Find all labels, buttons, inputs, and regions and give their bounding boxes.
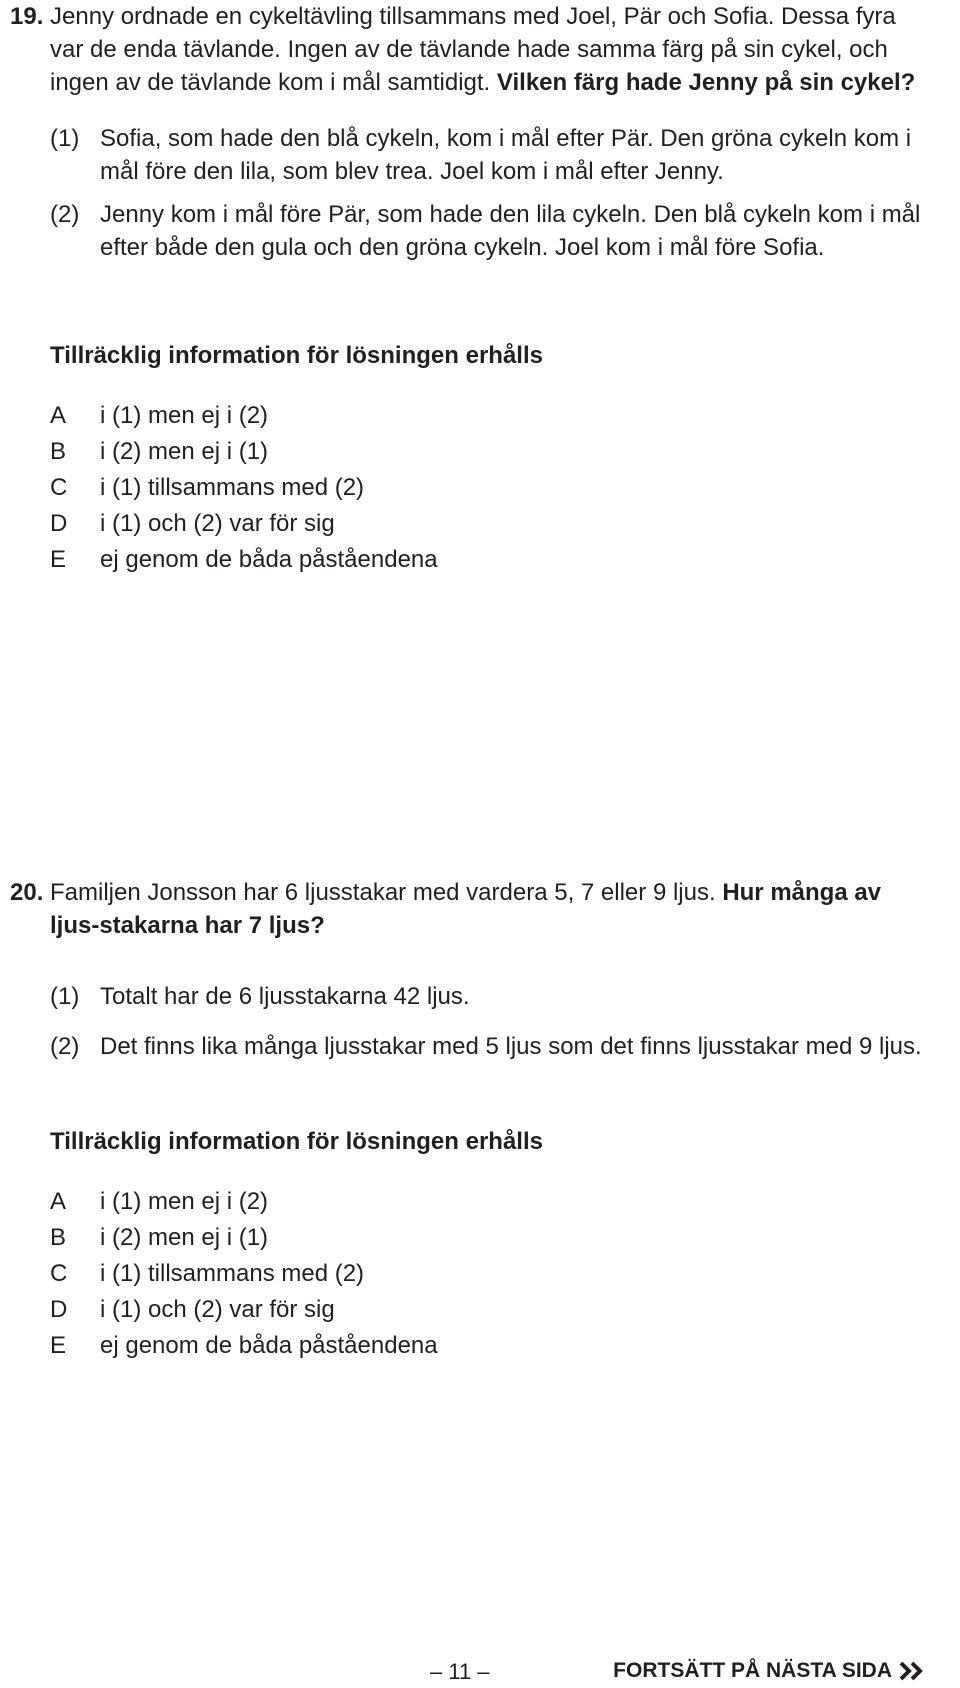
question-19-text bbox=[50, 0, 930, 99]
statement-text: Totalt har de 6 ljusstakarna 42 ljus. bbox=[100, 983, 470, 1010]
question-20-number: 20. bbox=[10, 879, 44, 906]
option-text: i (1) tillsammans med (2) bbox=[100, 474, 365, 501]
option-text: i (1) men ej i (2) bbox=[100, 402, 269, 429]
option-text: ej genom de båda påståendena bbox=[100, 546, 438, 573]
question-19-sufficiency-heading: Tillräcklig information för lösningen erhålls bbox=[50, 342, 543, 369]
option-letter: C bbox=[50, 1260, 68, 1287]
option-letter: B bbox=[50, 1224, 67, 1251]
option-text: i (1) tillsammans med (2) bbox=[100, 1260, 365, 1287]
option-letter: D bbox=[50, 1296, 68, 1323]
question-20-text-plain: Familjen Jonsson har 6 ljusstakar med vardera 5, 7 eller 9 ljus. bbox=[50, 879, 716, 906]
question-19-number: 19. bbox=[10, 3, 44, 30]
page-number: – 11 – bbox=[430, 1659, 490, 1684]
option-text: i (1) men ej i (2) bbox=[100, 1188, 269, 1215]
statement-text: Sofia, som hade den blå cykeln, kom i mål efter Pär. Den gröna cykeln kom i mål före den lila, som blev trea. Joel kom i mål efter Jenny. bbox=[100, 125, 912, 185]
question-19-question: Vilken färg hade Jenny på sin cykel? bbox=[496, 69, 916, 96]
statement-label: (2) bbox=[50, 201, 80, 228]
option-text: i (1) och (2) var för sig bbox=[100, 510, 335, 537]
option-text: i (2) men ej i (1) bbox=[100, 438, 269, 465]
statement-label: (2) bbox=[50, 1033, 80, 1060]
double-chevron-right-icon bbox=[898, 1660, 924, 1682]
statement-label: (1) bbox=[50, 125, 80, 152]
option-letter: E bbox=[50, 1332, 67, 1359]
statement-text: Jenny kom i mål före Pär, som hade den lila cykeln. Den blå cykeln kom i mål efter både den gula och den gröna cykeln. Joel kom i mål före Sofia. bbox=[100, 201, 921, 261]
question-20-text bbox=[50, 876, 910, 942]
option-letter: A bbox=[50, 1188, 67, 1215]
option-letter: A bbox=[50, 402, 67, 429]
question-19-text-plain: Jenny ordnade en cykeltävling tillsammans med Joel, Pär och Sofia. Dessa fyra var de enda tävlande. Ingen av de tävlande hade samma färg på sin cykel, och ingen av de tävlande kom i mål samtidigt. bbox=[50, 3, 896, 96]
statement-label: (1) bbox=[50, 983, 80, 1010]
question-20-question: Hur många av ljus-stakarna har 7 ljus? bbox=[50, 879, 882, 939]
continue-label: FORTSÄTT PÅ NÄSTA SIDA bbox=[613, 1659, 892, 1682]
option-text: i (1) och (2) var för sig bbox=[100, 1296, 335, 1323]
option-text: ej genom de båda påståendena bbox=[100, 1332, 438, 1359]
statement-text: Det finns lika många ljusstakar med 5 ljus som det finns ljusstakar med 9 ljus. bbox=[100, 1033, 922, 1060]
option-letter: D bbox=[50, 510, 68, 537]
question-20-sufficiency-heading: Tillräcklig information för lösningen erhålls bbox=[50, 1128, 543, 1155]
option-letter: C bbox=[50, 474, 68, 501]
option-letter: B bbox=[50, 438, 67, 465]
continue-next-page bbox=[613, 1659, 924, 1683]
option-text: i (2) men ej i (1) bbox=[100, 1224, 269, 1251]
option-letter: E bbox=[50, 546, 67, 573]
